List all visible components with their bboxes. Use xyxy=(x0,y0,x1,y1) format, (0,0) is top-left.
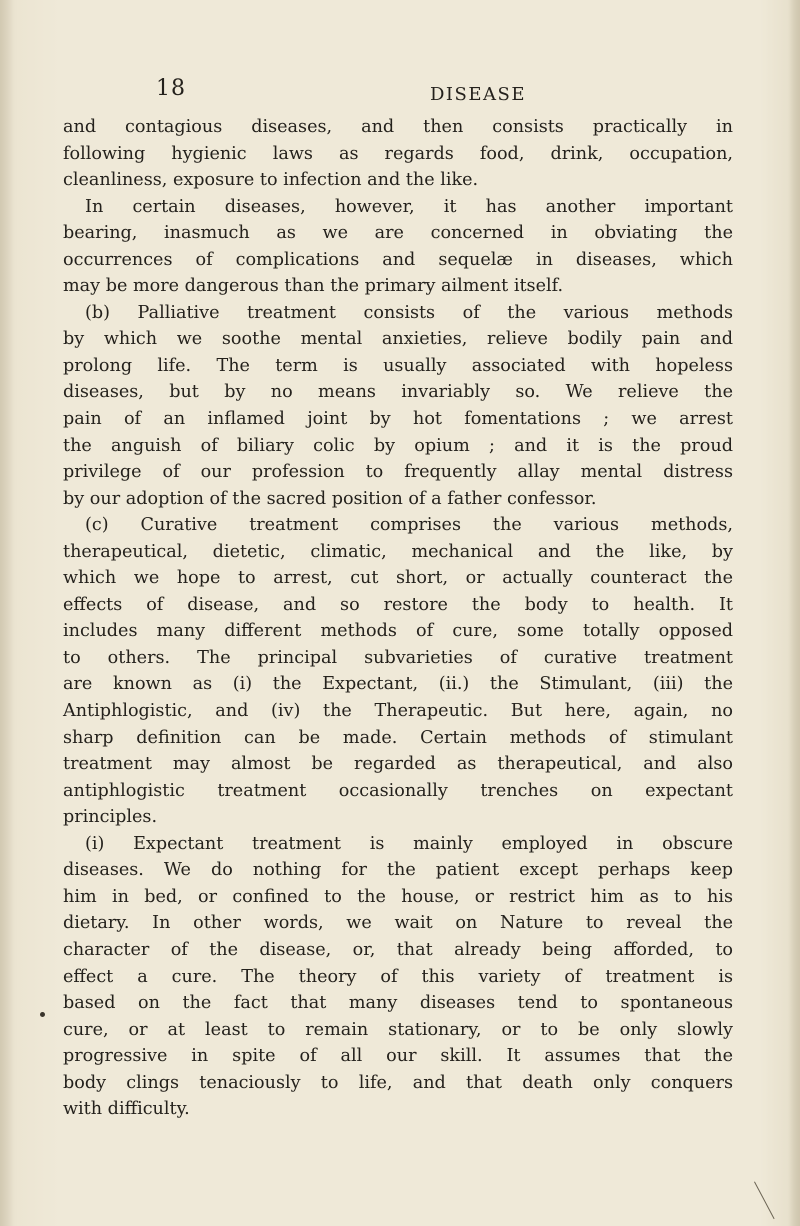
page-edge xyxy=(788,0,800,1226)
text-line: diseases, but by no means invariably so. We relieve the xyxy=(63,382,733,403)
text-line: the anguish of biliary colic by opium ; and it is the proud xyxy=(63,435,733,456)
text-line: effect a cure. The theory of this variety of treatment is xyxy=(63,966,733,987)
running-header xyxy=(0,76,800,106)
text-line: includes many different methods of cure, some totally opposed xyxy=(63,621,733,642)
text-line: (b) Palliative treatment consists of the various methods xyxy=(85,302,733,323)
text-line: diseases. We do nothing for the patient except perhaps keep xyxy=(63,860,733,881)
text-line: to others. The principal subvarieties of curative treatment xyxy=(63,647,733,668)
text-line: which we hope to arrest, cut short, or actually counteract the xyxy=(63,568,733,589)
text-line: sharp definition can be made. Certain methods of stimulant xyxy=(63,727,733,748)
text-line: occurrences of complications and sequelæ in diseases, which xyxy=(63,249,733,270)
text-line: him in bed, or confined to the house, or restrict him as to his xyxy=(63,886,733,907)
text-line: therapeutical, dietetic, climatic, mechanical and the like, by xyxy=(63,541,733,562)
text-line: progressive in spite of all our skill. It assumes that the xyxy=(63,1046,733,1067)
text-line: and contagious diseases, and then consists practically in xyxy=(63,117,733,137)
text-line: Antiphlogistic, and (iv) the Therapeutic. But here, again, no xyxy=(63,701,733,722)
text-line: based on the fact that many diseases tend to spontaneous xyxy=(63,993,733,1014)
text-line: body clings tenaciously to life, and that death only conquers xyxy=(63,1072,733,1093)
text-line: with difficulty. xyxy=(63,1099,190,1120)
text-line: cleanliness, exposure to infection and the like. xyxy=(63,170,479,191)
text-line: are known as (i) the Expectant, (ii.) the Stimulant, (iii) the xyxy=(63,674,733,695)
text-line: pain of an inflamed joint by hot fomentations ; we arrest xyxy=(63,409,733,430)
text-line: following hygienic laws as regards food, drink, occupation, xyxy=(63,143,733,164)
text-line: character of the disease, or, that already being afforded, to xyxy=(63,939,733,960)
text-line: dietary. In other words, we wait on Nature to reveal the xyxy=(63,913,733,934)
text-line: treatment may almost be regarded as therapeutical, and also xyxy=(63,754,733,775)
text-line: privilege of our profession to frequently allay mental distress xyxy=(63,462,733,483)
text-line: cure, or at least to remain stationary, or to be only slowly xyxy=(63,1019,733,1040)
text-line: In certain diseases, however, it has another important xyxy=(85,196,733,217)
body-text xyxy=(63,114,733,1123)
pencil-mark xyxy=(754,1182,775,1220)
text-line: may be more dangerous than the primary ailment itself. xyxy=(63,276,564,297)
text-line: bearing, inasmuch as we are concerned in obviating the xyxy=(63,223,733,244)
text-line: by which we soothe mental anxieties, relieve bodily pain and xyxy=(63,329,733,350)
text-line: antiphlogistic treatment occasionally trenches on expectant xyxy=(63,780,733,801)
page-number: 18 xyxy=(156,76,186,101)
text-line: (i) Expectant treatment is mainly employed in obscure xyxy=(85,833,733,854)
text-line: (c) Curative treatment comprises the various methods, xyxy=(85,515,733,536)
text-line: effects of disease, and so restore the body to health. It xyxy=(63,594,733,615)
text-line: principles. xyxy=(63,807,158,828)
gutter-shadow xyxy=(0,0,14,1226)
running-title: DISEASE xyxy=(430,84,526,105)
text-line: prolong life. The term is usually associated with hopeless xyxy=(63,355,733,376)
text-line: by our adoption of the sacred position of a father confessor. xyxy=(63,488,597,509)
ink-speck xyxy=(40,1012,45,1017)
